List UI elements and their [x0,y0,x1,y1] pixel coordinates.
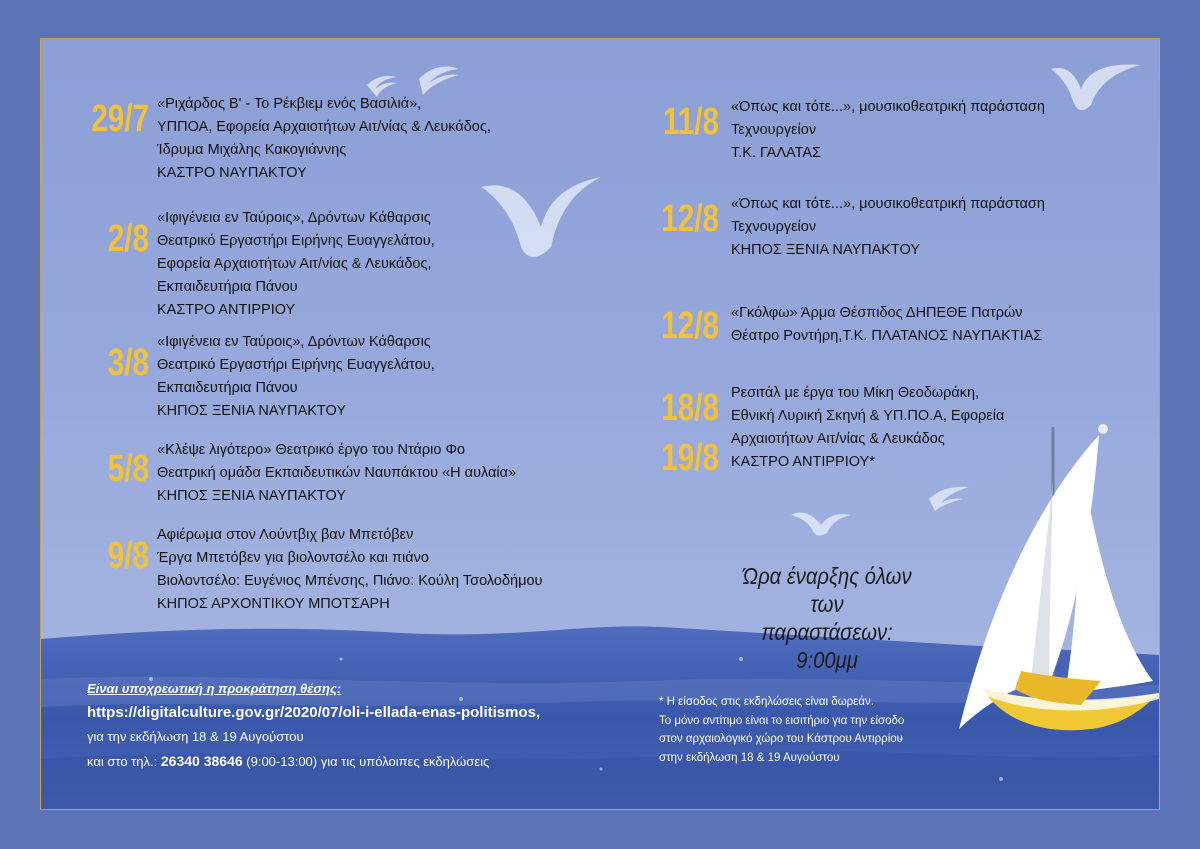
phone-number[interactable]: 26340 38646 [160,753,243,769]
event-date: 29/7 [91,98,149,140]
booking-info [87,677,540,774]
event-line: Αρχαιοτήτων Αιτ/νίας & Λευκάδος [731,431,945,447]
event-date: 3/8 [107,342,149,384]
event-line: ΥΠΠΟΑ, Εφορεία Αρχαιοτήτων Αιτ/νίας & Λευκάδος, [157,119,491,135]
free-entry-note [659,693,904,767]
event-line: Ρεσιτάλ με έργα του Μίκη Θεοδωράκη, [731,385,980,401]
event-venue: Θέατρο Ροντήρη,Τ.Κ. ΠΛΑΤΑΝΟΣ ΝΑΥΠΑΚΤΙΑΣ [731,328,1043,344]
event-date: 18/8 [661,387,719,429]
phone-prefix: και στο τηλ.: [87,754,158,769]
event-venue: ΚΗΠΟΣ ΑΡΧΟΝΤΙΚΟΥ ΜΠΟΤΣΑΡΗ [157,596,390,612]
start-time-note [739,562,915,674]
start-time-line-2: παραστάσεων: 9:00μμ [761,619,893,673]
free-note-line: Το μόνο αντίτιμο είναι το εισιτήριο για την είσοδο [659,714,905,727]
event-line: «Γκόλφω» Άρμα Θέσπιδος ΔΗΠΕΘΕ Πατρών [731,305,1023,321]
event-venue: ΚΑΣΤΡΟ ΑΝΤΙΡΡΙΟΥ [157,302,296,318]
event-line: «Ιφιγένεια εν Ταύροις», Δρόντων Κάθαρσις [157,210,431,226]
booking-heading: Είναι υποχρεωτική η προκράτηση θέσης: [87,681,342,696]
event-date: 5/8 [107,448,149,490]
event-line: Εκπαιδευτήρια Πάνου [157,279,298,295]
event-line: Βιολοντσέλο: Ευγένιος Μπένσης, Πιάνο: Κούλη Τσολοδήμου [157,573,543,589]
event-line: «Κλέψε λιγότερο» Θεατρικό έργο του Ντάριο Φο [157,442,466,458]
free-note-line: στην εκδήλωση 18 & 19 Αυγούστου [659,751,840,764]
event-line: «Ιφιγένεια εν Ταύροις», Δρόντων Κάθαρσις [157,334,431,350]
event-line: Θεατρικό Εργαστήρι Ειρήνης Ευαγγελάτου, [157,357,435,373]
event-line: Εκπαιδευτήρια Πάνου [157,380,298,396]
event-line: Θεατρικό Εργαστήρι Ειρήνης Ευαγγελάτου, [157,233,435,249]
start-time-line-1: Ώρα έναρξης όλων των [742,563,912,617]
event-venue: ΚΑΣΤΡΟ ΝΑΥΠΑΚΤΟΥ [157,165,307,181]
event-line: Εθνική Λυρική Σκηνή & ΥΠ.ΠΟ.Α, Εφορεία [731,408,1005,424]
event-date-2: 19/8 [661,437,719,479]
event-date: 12/8 [661,305,719,347]
event-venue: Τ.Κ. ΓΑΛΑΤΑΣ [731,145,822,161]
event-venue: ΚΗΠΟΣ ΞΕΝΙΑ ΝΑΥΠΑΚΤΟΥ [157,488,347,504]
event-line: Τεχνουργείον [731,122,817,138]
event-line: «Όπως και τότε...», μουσικοθεατρική παράσταση [731,99,1045,115]
free-note-line: * Η είσοδος στις εκδηλώσεις είναι δωρεάν. [659,696,874,708]
event-date: 2/8 [107,218,149,260]
event-date: 12/8 [661,198,719,240]
event-venue: ΚΑΣΤΡΟ ΑΝΤΙΡΡΙΟΥ* [731,454,875,470]
free-note-line: στον αρχαιολογικό χώρο του Κάστρου Αντιρρίου [659,733,903,745]
phone-suffix: (9:00-13:00) για τις υπόλοιπες εκδηλώσεις [246,754,490,769]
event-line: Εφορεία Αρχαιοτήτων Αιτ/νίας & Λευκάδος, [157,256,432,272]
event-line: «Όπως και τότε...», μουσικοθεατρική παράσταση [731,196,1045,212]
event-line: Έργα Μπετόβεν για βιολοντσέλο και πιάνο [157,550,429,566]
event-date: 9/8 [107,535,149,577]
event-venue: ΚΗΠΟΣ ΞΕΝΙΑ ΝΑΥΠΑΚΤΟΥ [731,242,921,258]
event-venue: ΚΗΠΟΣ ΞΕΝΙΑ ΝΑΥΠΑΚΤΟΥ [157,403,347,419]
event-line: Αφιέρωμα στον Λούντβιχ βαν Μπετόβεν [157,527,414,543]
booking-url-link[interactable]: https://digitalculture.gov.gr/2020/07/oli-i-ellada-enas-politismos, [87,704,541,721]
event-date: 11/8 [662,101,719,143]
poster-frame [40,38,1160,810]
event-line: Τεχνουργείον [731,219,817,235]
event-line: «Ριχάρδος Β' - Το Ρέκβιεμ ενός Βασιλιά», [157,96,422,112]
event-line: Ίδρυμα Μιχάλης Κακογιάννης [157,142,347,158]
event-line: Θεατρική ομάδα Εκπαιδευτικών Ναυπάκτου «Η αυλαία» [157,465,517,481]
booking-url-note: για την εκδήλωση 18 & 19 Αυγούστου [87,729,304,744]
